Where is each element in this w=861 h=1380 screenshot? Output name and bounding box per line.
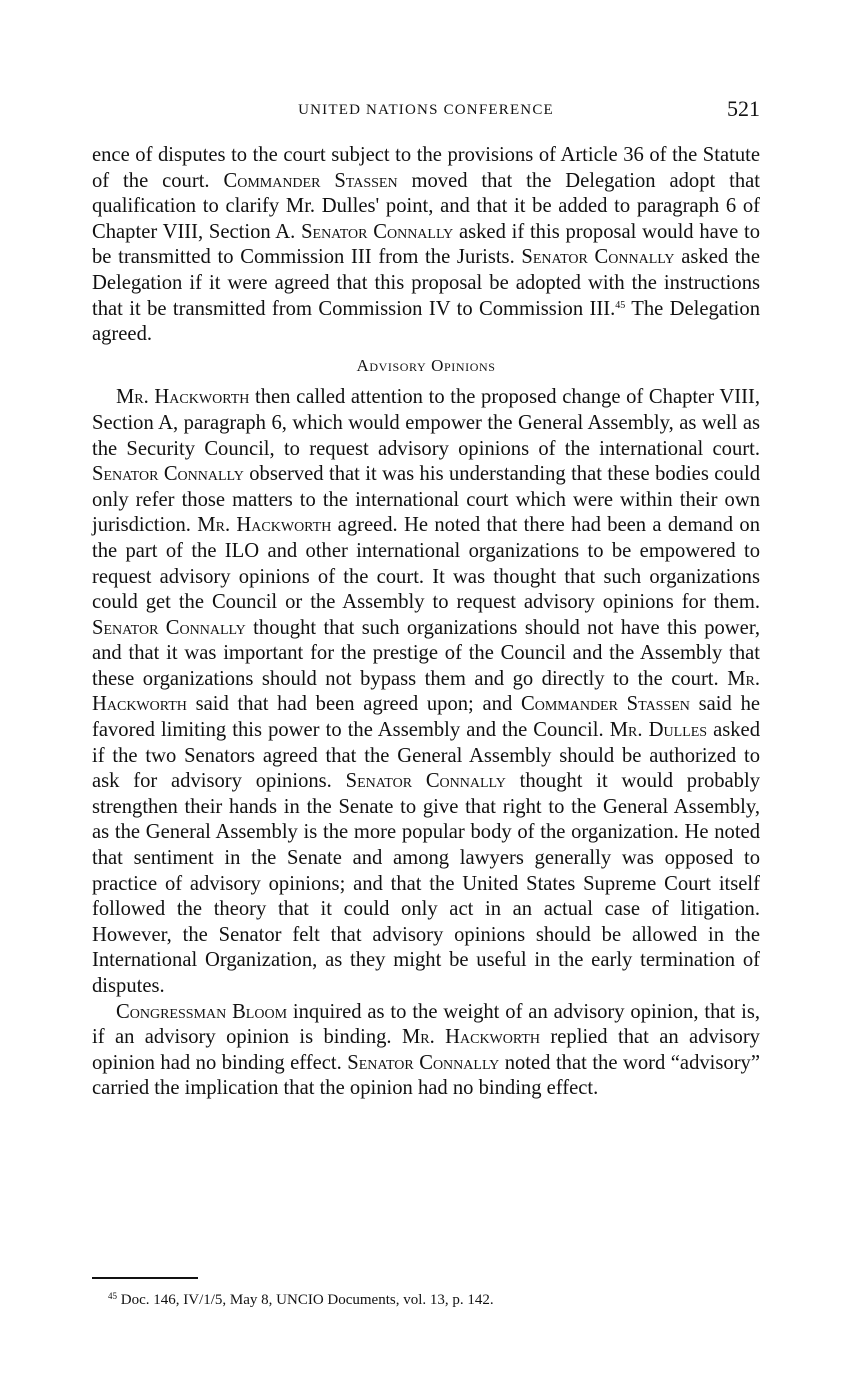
- speaker-name: Mr. Hackworth: [401, 1026, 541, 1049]
- footnote-rule: [92, 1277, 198, 1279]
- speaker-name: Congressman Bloom: [116, 1000, 288, 1023]
- speaker-name: Senator Connally: [92, 463, 244, 486]
- speaker-name: Mr. Hackworth: [92, 667, 760, 716]
- speaker-name: Senator Connally: [92, 616, 246, 639]
- paragraph-3: [92, 1000, 760, 1102]
- text-run: said he favored limiting this power to the Assembly and the Council.: [92, 693, 760, 742]
- body-text: [92, 143, 760, 1102]
- text-run: moved that the Delegation adopt that qualification to clarify Mr. Dulles' point, and that it be added to paragraph 6 of Chapter VIII, Section A.: [92, 169, 760, 243]
- footnote-reference: 45: [615, 299, 626, 311]
- speaker-name: Senator Connally: [347, 1051, 500, 1074]
- text-run: replied that an advisory opinion had no binding effect.: [92, 1026, 760, 1074]
- page-number: 521: [727, 96, 760, 121]
- speaker-name: Mr. Hackworth: [197, 514, 332, 537]
- text-run: asked if the two Senators agreed that the General Assembly should be authorized to ask for advisory opinions.: [92, 719, 760, 793]
- speaker-name: Senator Connally: [521, 246, 675, 269]
- text-run: The Delegation agreed.: [92, 297, 760, 346]
- speaker-name: Commander Stassen: [520, 693, 690, 716]
- text-run: agreed. He noted that there had been a demand on the part of the ILO and other international organizations to be empowered to request advisory opinions of the court. It was thought that such organizations could get the Council or the Assembly to request advisory opinions for them.: [92, 514, 760, 614]
- text-run: then called attention to the proposed change of Chapter VIII, Section A, paragraph 6, which would empower the General Assembly, as well as the Security Council, to request advisory opinions of the international court.: [92, 386, 760, 460]
- paragraph-1: [92, 143, 760, 348]
- footnote-marker: 45: [108, 1291, 117, 1301]
- text-run: asked the Delegation if it were agreed that this proposal be adopted with the instructions that it be transmitted from Commission IV to Commission III.: [92, 246, 760, 320]
- text-run: noted that the word “advisory” carried the implication that the opinion had no binding effect.: [92, 1051, 760, 1100]
- speaker-name: Senator Connally: [345, 770, 506, 793]
- text-run: said that had been agreed upon; and: [186, 693, 521, 716]
- text-run: thought it would probably strengthen their hands in the Senate to give that right to the General Assembly, as the General Assembly is the more popular body of the organization. He noted that sentiment in the Senate and among lawyers generally was opposed to practice of advisory opinions; and that the United States Supreme Court itself followed the theory that it could only act in an actual case of litigation. However, the Senator felt that advisory opinions should be allowed in the International Organization, as they might be useful in the early termination of disputes.: [92, 770, 761, 997]
- text-run: thought that such organizations should not have this power, and that it was important for the prestige of the Council and the Assembly that these organizations should not bypass them and go directly to the court.: [92, 616, 760, 690]
- footnote-text: Doc. 146, IV/1/5, May 8, UNCIO Documents, vol. 13, p. 142.: [117, 1292, 494, 1308]
- running-title: UNITED NATIONS CONFERENCE: [298, 102, 554, 118]
- text-run: inquired as to the weight of an advisory opinion, that is, if an advisory opinion is binding.: [92, 1000, 760, 1049]
- footnote: [108, 1290, 760, 1310]
- speaker-name: Mr. Hackworth: [116, 386, 250, 409]
- paragraph-2: [92, 385, 760, 999]
- text-run: observed that it was his understanding that these bodies could only refer those matters to the international court which were within their own jurisdiction.: [92, 463, 760, 537]
- speaker-name: Commander Stassen: [223, 169, 398, 192]
- section-heading: Advisory Opinions: [356, 355, 496, 375]
- running-head: [92, 96, 760, 126]
- speaker-name: Mr. Dulles: [609, 719, 708, 742]
- text-run: asked if this proposal would have to be transmitted to Commission III from the Jurists.: [92, 220, 760, 269]
- text-run: ence of disputes to the court subject to the provisions of Article 36 of the Statute of the court.: [92, 144, 760, 192]
- speaker-name: Senator Connally: [301, 220, 454, 243]
